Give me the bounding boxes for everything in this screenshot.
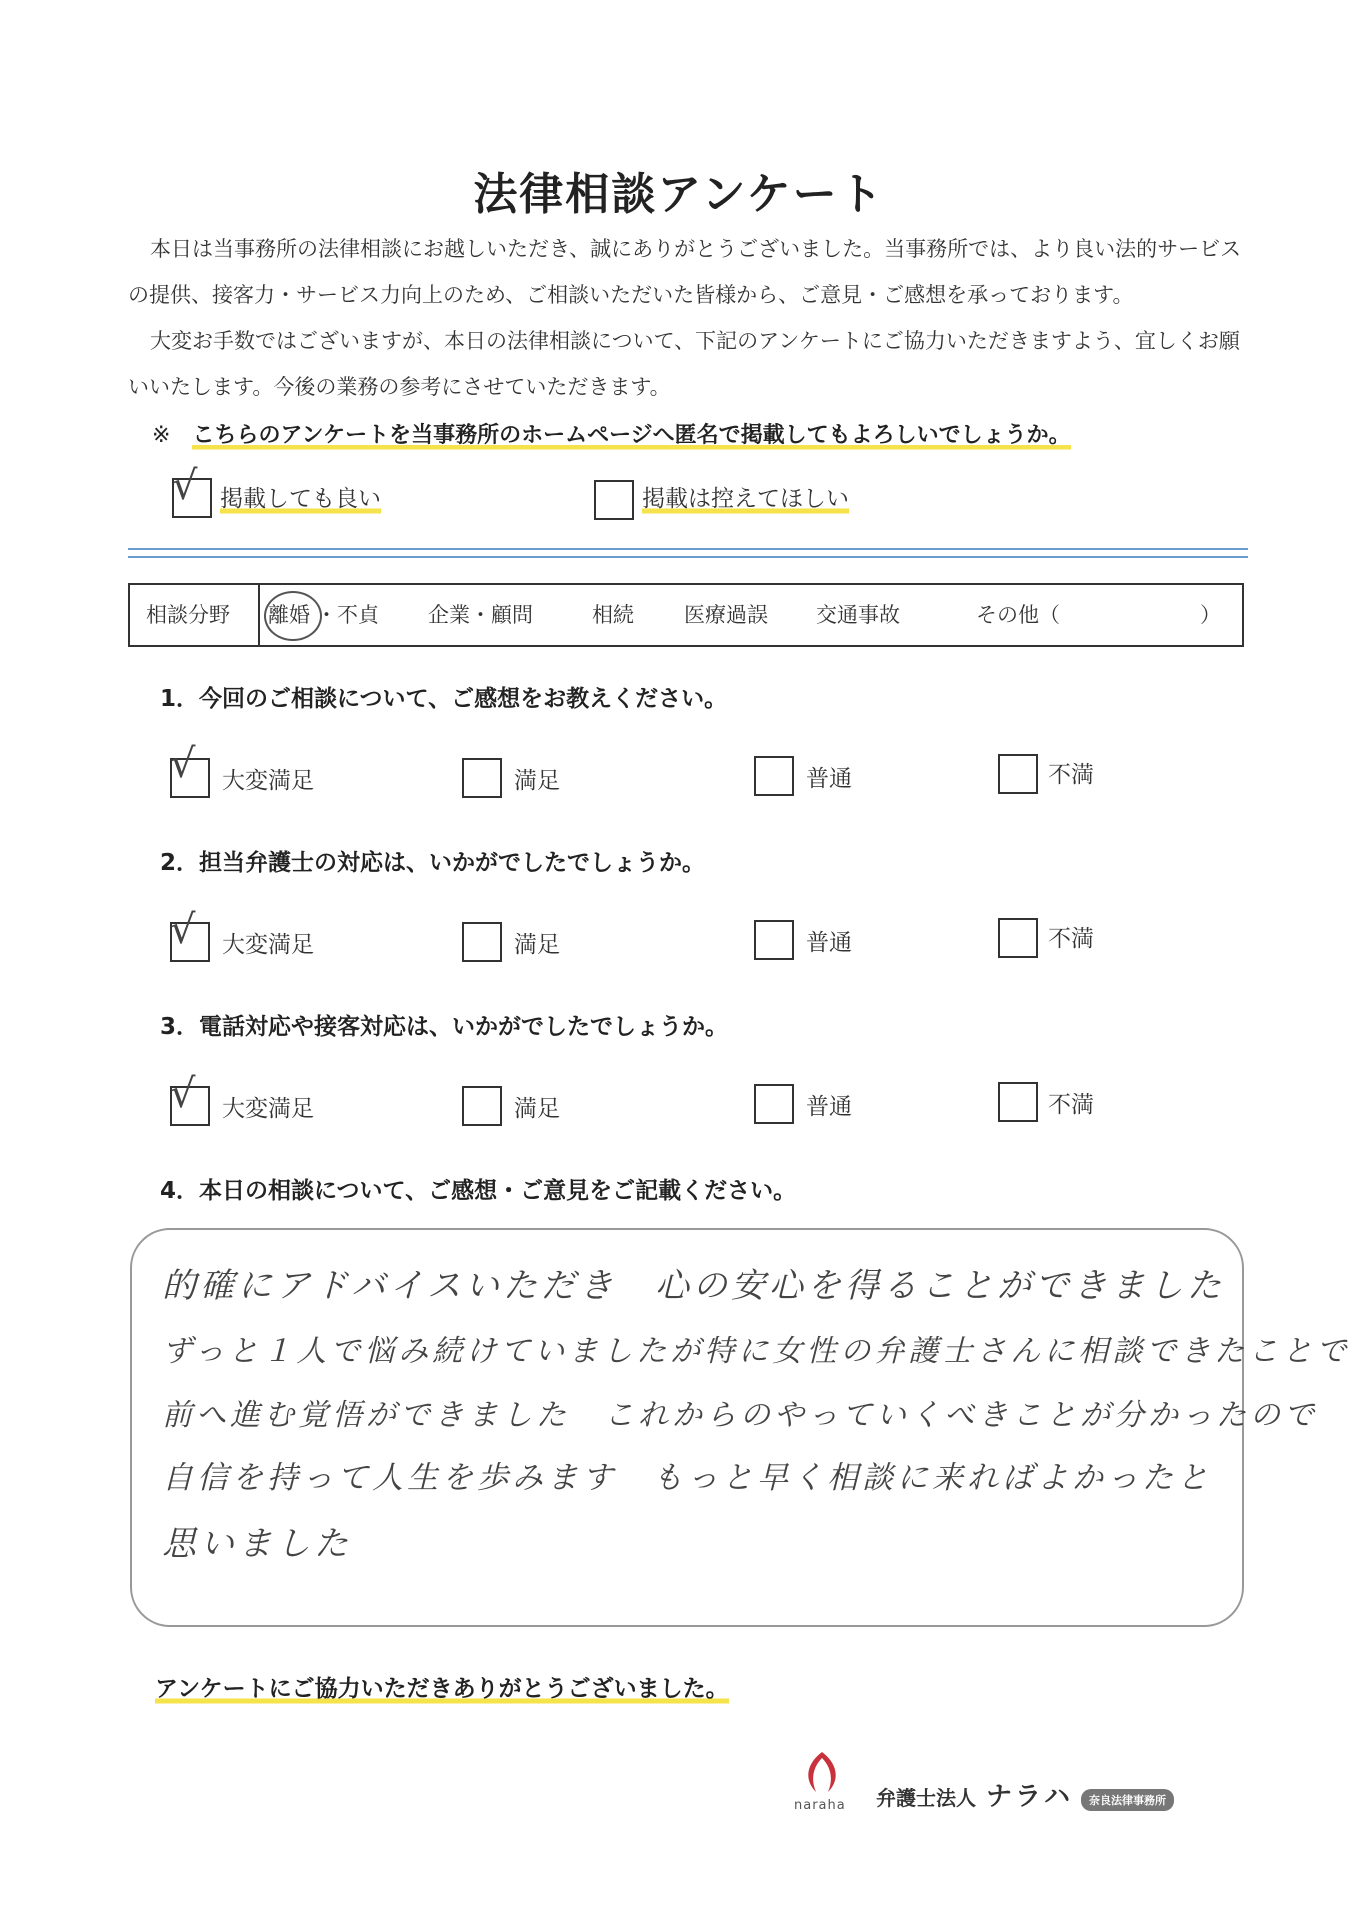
q3-option-satisfied-label: 満足 xyxy=(514,1096,560,1122)
comment-box[interactable] xyxy=(130,1228,1351,1627)
q2-option-average-checkbox[interactable] xyxy=(754,920,794,960)
page-title: 法律相談アンケート xyxy=(473,169,885,220)
intro-text xyxy=(128,226,1258,410)
handwritten-line: 前へ進む覚悟ができました これからのやっていくべきことが分かったので xyxy=(162,1398,1318,1433)
q3-option-very-satisfied-label: 大変満足 xyxy=(222,1096,314,1122)
q2-option-average-label: 普通 xyxy=(806,930,852,956)
category-other[interactable]: その他（ xyxy=(976,603,1060,627)
category-traffic[interactable]: 交通事故 xyxy=(816,603,900,627)
category-medical[interactable]: 医療過誤 xyxy=(684,603,768,627)
handwritten-line: 的確にアドバイスいただき 心の安心を得ることができました xyxy=(162,1266,1225,1306)
firm-badge: 奈良法律事務所 xyxy=(1081,1789,1174,1811)
check-mark-icon: √ xyxy=(170,1071,196,1117)
q1-option-dissatisfied-label: 不満 xyxy=(1048,762,1094,788)
check-mark-icon: √ xyxy=(170,907,196,953)
category-infidelity[interactable]: ・不貞 xyxy=(316,603,379,627)
divider-line xyxy=(128,556,1248,558)
question-3: 3．電話対応や接客対応は、いかがでしたでしょうか。 xyxy=(160,1014,729,1040)
question-2: 2．担当弁護士の対応は、いかがでしたでしょうか。 xyxy=(160,850,706,876)
q2-option-satisfied-checkbox[interactable] xyxy=(462,922,502,962)
intro-paragraph-1: 本日は当事務所の法律相談にお越しいただき、誠にありがとうございました。当事務所では、より良い法的サービスの提供、接客力・サービス力向上のため、ご相談いただいた皆様から、ご意見・ご感想を承っております。 xyxy=(128,237,1242,307)
consent-publish-decline-checkbox[interactable] xyxy=(594,480,634,520)
intro-paragraph-2: 大変お手数ではございますが、本日の法律相談について、下記のアンケートにご協力いただきますよう、宜しくお願いいたします。今後の業務の参考にさせていただきます。 xyxy=(128,329,1240,399)
q1-option-satisfied-checkbox[interactable] xyxy=(462,758,502,798)
consent-publish-decline-label: 掲載は控えてほしい xyxy=(642,480,849,513)
handwritten-line: ずっと１人で悩み続けていましたが特に女性の弁護士さんに相談できたことで xyxy=(162,1334,1351,1369)
logo-word: naraha xyxy=(794,1798,846,1813)
check-mark-icon: √ xyxy=(170,741,196,787)
category-other-close: ） xyxy=(1200,603,1221,627)
q3-option-average-label: 普通 xyxy=(806,1094,852,1120)
q1-option-average-label: 普通 xyxy=(806,766,852,792)
q3-option-satisfied-checkbox[interactable] xyxy=(462,1086,502,1126)
q1-option-satisfied-label: 満足 xyxy=(514,768,560,794)
q1-option-average-checkbox[interactable] xyxy=(754,756,794,796)
category-divorce[interactable]: 離婚 xyxy=(268,603,310,627)
consent-publish-ok-label: 掲載しても良い xyxy=(220,480,381,513)
question-1: 1．今回のご相談について、ご感想をお教えください。 xyxy=(160,686,728,712)
handwritten-line: 自信を持って人生を歩みます もっと早く相談に来ればよかったと xyxy=(162,1460,1212,1496)
thanks-message: アンケートにご協力いただきありがとうございました。 xyxy=(155,1670,729,1703)
naraha-logo-icon xyxy=(800,1748,844,1796)
category-divider xyxy=(258,585,260,645)
q1-option-very-satisfied-label: 大変満足 xyxy=(222,768,314,794)
check-mark-icon: √ xyxy=(172,463,198,509)
divider-line xyxy=(128,548,1248,550)
consent-question-text: こちらのアンケートを当事務所のホームページへ匿名で掲載してもよろしいでしょうか。 xyxy=(192,423,1070,451)
q3-option-average-checkbox[interactable] xyxy=(754,1084,794,1124)
q3-option-dissatisfied-label: 不満 xyxy=(1048,1092,1094,1118)
q2-option-dissatisfied-label: 不満 xyxy=(1048,926,1094,952)
firm-name: 弁護士法人 ナラハ 奈良法律事務所 xyxy=(876,1776,1174,1813)
note-mark: ※ xyxy=(152,423,171,448)
q2-option-very-satisfied-label: 大変満足 xyxy=(222,932,314,958)
category-corporate[interactable]: 企業・顧問 xyxy=(428,603,533,627)
q3-option-dissatisfied-checkbox[interactable] xyxy=(998,1082,1038,1122)
category-header: 相談分野 xyxy=(146,603,230,627)
handwritten-line: 思いました xyxy=(162,1524,352,1564)
q2-option-dissatisfied-checkbox[interactable] xyxy=(998,918,1038,958)
category-inheritance[interactable]: 相続 xyxy=(592,603,634,627)
q1-option-dissatisfied-checkbox[interactable] xyxy=(998,754,1038,794)
category-row xyxy=(128,583,1244,647)
consent-question xyxy=(152,418,1071,449)
q2-option-satisfied-label: 満足 xyxy=(514,932,560,958)
question-4: 4．本日の相談について、ご感想・ご意見をご記載ください。 xyxy=(160,1178,797,1204)
